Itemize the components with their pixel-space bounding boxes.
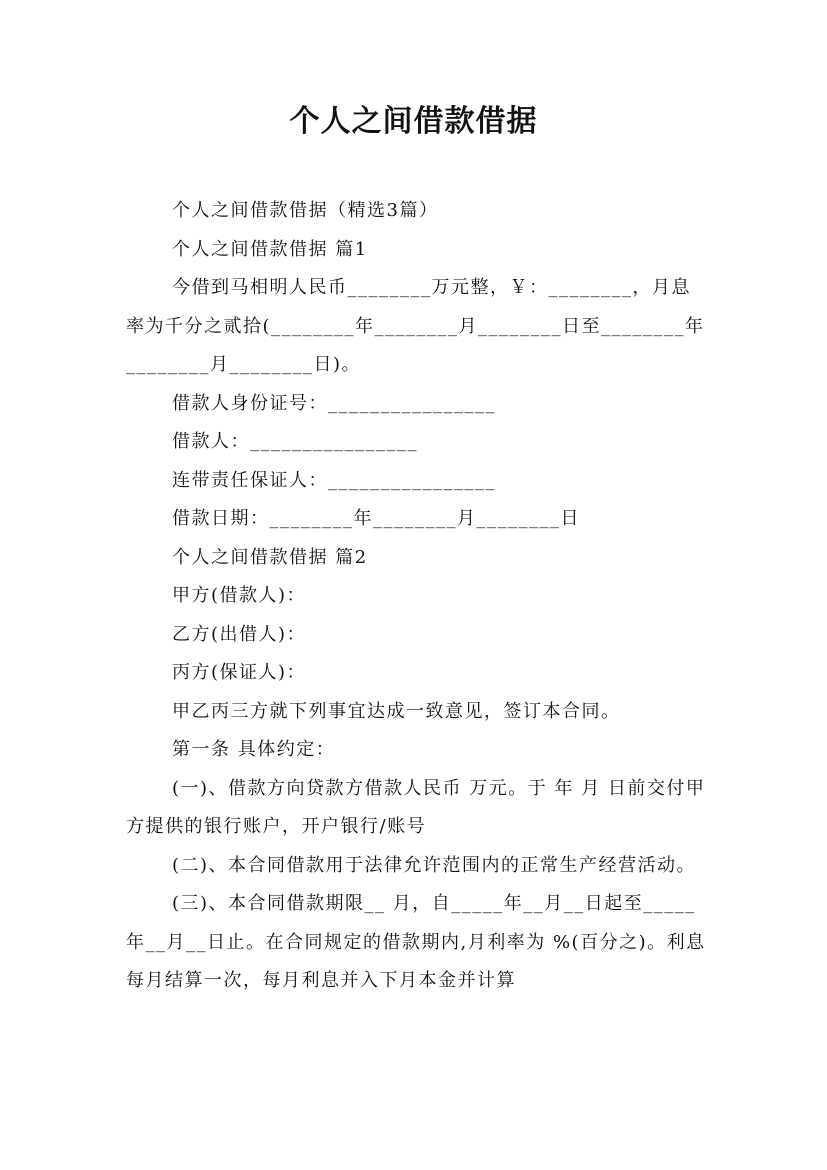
- loan-date-line: 借款日期：________年________月________日: [172, 508, 580, 529]
- agreement-paragraph: 甲乙丙三方就下列事宜达成一致意见，签订本合同。: [172, 700, 621, 722]
- party-c-line: 丙方(保证人)：: [172, 662, 307, 683]
- clause-1-paragraph: (一)、借款方向贷款方借款人民币 万元。于 年 月 日前交付甲方提供的银行账户，开户银行/账号: [126, 777, 706, 837]
- guarantor-line: 连带责任保证人：________________: [172, 469, 496, 491]
- borrower-id-line: 借款人身份证号：________________: [172, 392, 496, 414]
- article-one-heading: 第一条 具体约定：: [172, 739, 336, 760]
- clause-2-paragraph: (二)、本合同借款用于法律允许范围内的正常生产经营活动。: [172, 854, 697, 876]
- section-heading-1: 个人之间借款借据 篇1: [172, 238, 368, 260]
- document-title: 个人之间借款借据: [289, 104, 538, 139]
- document-body: [126, 192, 706, 1001]
- subtitle-paragraph: 个人之间借款借据（精选3篇）: [172, 200, 439, 221]
- loan-statement-paragraph: 今借到马相明人民币________万元整，￥：________，月息率为千分之贰拾(________年________月________日至________年________月________日)。: [126, 277, 705, 375]
- party-b-line: 乙方(出借人)：: [172, 623, 307, 645]
- section-heading-2: 个人之间借款借据 篇2: [172, 546, 368, 568]
- borrower-line: 借款人：________________: [172, 431, 418, 452]
- party-a-line: 甲方(借款人)：: [172, 585, 307, 606]
- clause-3-paragraph: (三)、本合同借款期限__ 月，自_____年__月__日起至_____年__月__日止。在合同规定的借款期内,月利率为 %(百分之)。利息每月结算一次，每月利息并入下月本金并计算: [126, 893, 706, 991]
